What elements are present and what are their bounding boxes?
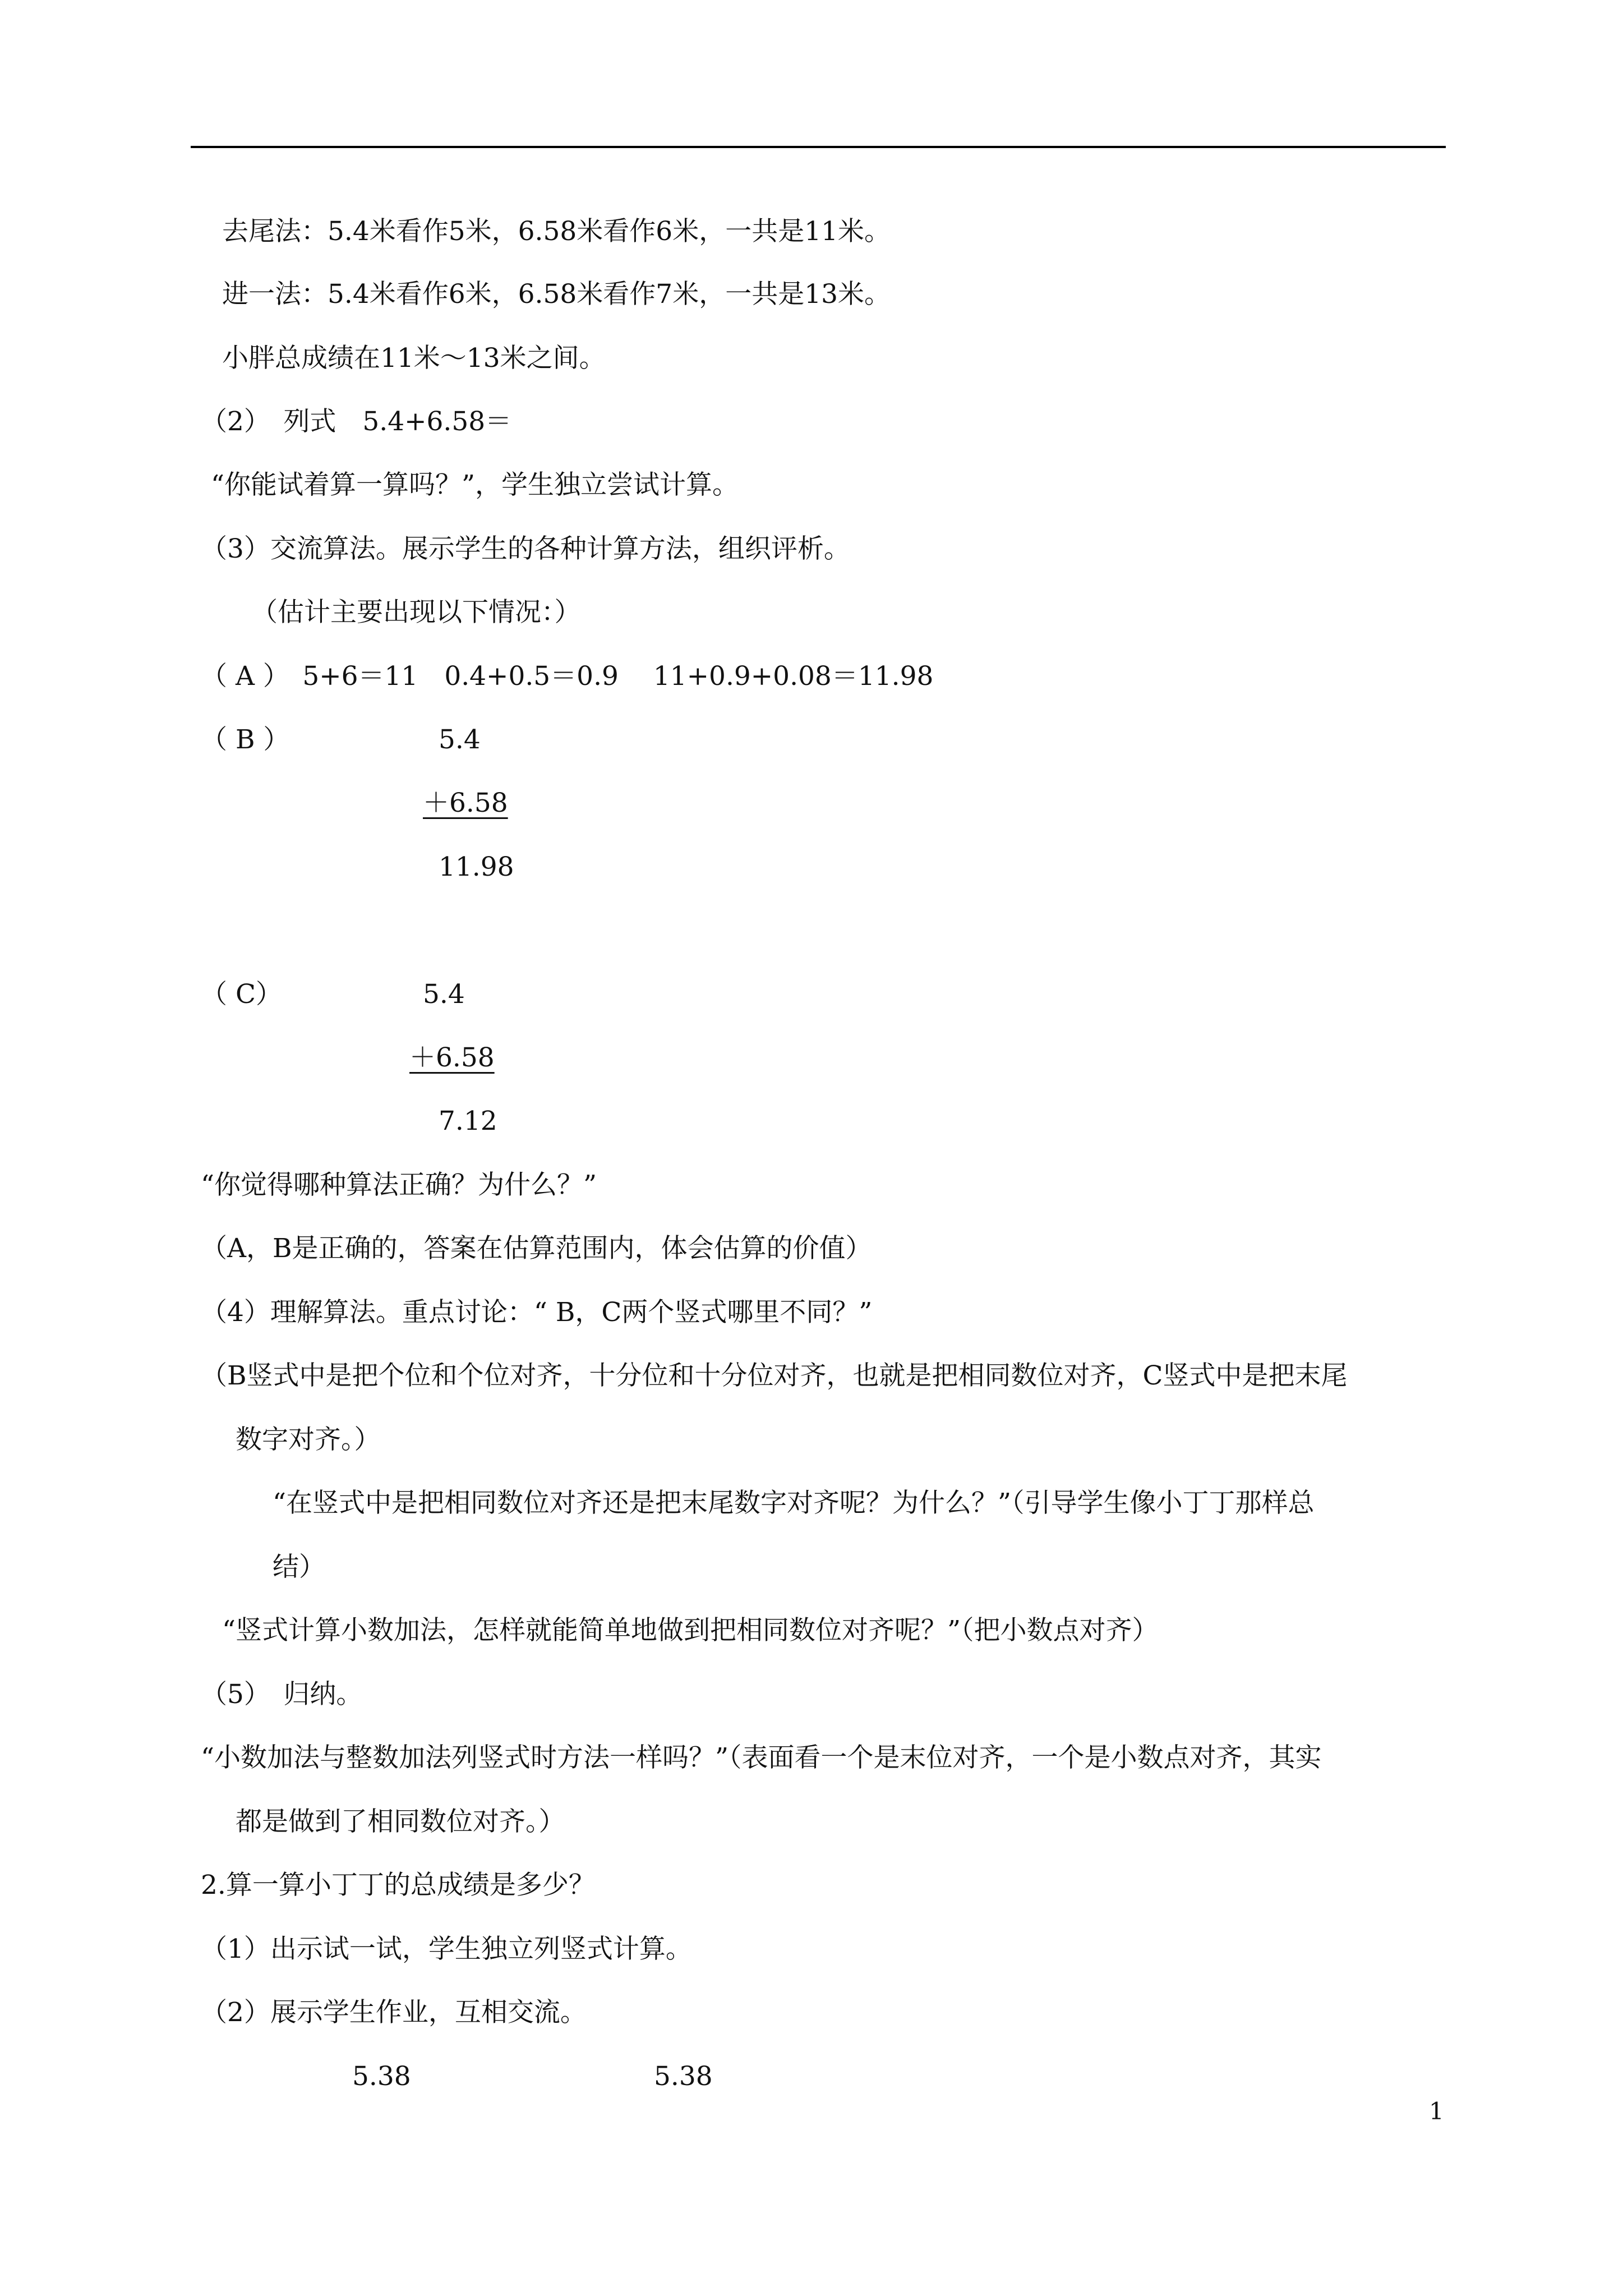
text-line: “小数加法与整数加法列竖式时方法一样吗？”（表面看一个是末位对齐，一个是小数点对齐，其实 [201,1742,1322,1773]
text-line: “你能试着算一算吗？”，学生独立尝试计算。 [211,470,739,500]
text-line: （B竖式中是把个位和个位对齐，十分位和十分位对齐，也就是把相同数位对齐，C竖式中是把末尾 [201,1360,1348,1391]
text-line: （A，B是正确的，答案在估算范围内，体会估算的价值） [201,1233,872,1264]
text-line: “你觉得哪种算法正确？为什么？” [201,1170,597,1200]
header-rule [191,146,1446,148]
text-line: 都是做到了相同数位对齐。） [236,1806,565,1837]
text-line: （估计主要出现以下情况：） [251,597,581,628]
text-line: （2） 列式 5.4+6.58＝ [201,406,512,437]
text-line: “竖式计算小数加法，怎样就能简单地做到把相同数位对齐呢？”（把小数点对齐） [222,1615,1159,1646]
text-line: 结） [273,1552,325,1582]
text-line: （5） 归纳。 [201,1679,363,1710]
vertical-operand: 5.38 [352,2061,411,2092]
page-number: 1 [1429,2097,1444,2125]
vertical-result: 11.98 [439,852,514,882]
vertical-result: 7.12 [439,1106,497,1137]
text-line: （2）展示学生作业，互相交流。 [201,1997,587,2028]
text-line: 2.算一算小丁丁的总成绩是多少？ [201,1870,595,1901]
option-label: （ B ） [201,724,290,755]
text-line: （3）交流算法。展示学生的各种计算方法，组织评析。 [201,533,850,564]
vertical-operand: 5.38 [654,2061,713,2092]
vertical-addend: ＋6.58 [423,788,508,818]
vertical-operand: 5.4 [423,979,465,1010]
text-line: （ A ） 5+6＝11 0.4+0.5＝0.9 11+0.9+0.08＝11.98 [201,661,934,692]
text-line: 去尾法：5.4米看作5米，6.58米看作6米，一共是11米。 [222,216,891,247]
vertical-operand: 5.4 [439,724,481,755]
text-line: （1）出示试一试，学生独立列竖式计算。 [201,1934,692,1964]
text-line: 数字对齐。） [236,1424,381,1455]
text-line: 小胖总成绩在11米～13米之间。 [222,343,606,374]
option-label: （ C） [201,979,282,1010]
text-line: （4）理解算法。重点讨论：“ B，C两个竖式哪里不同？” [201,1297,873,1328]
vertical-addend: ＋6.58 [409,1042,495,1073]
text-line: 进一法：5.4米看作6米，6.58米看作7米，一共是13米。 [222,279,891,310]
text-line: “在竖式中是把相同数位对齐还是把末尾数字对齐呢？为什么？”（引导学生像小丁丁那样总 [273,1488,1315,1519]
